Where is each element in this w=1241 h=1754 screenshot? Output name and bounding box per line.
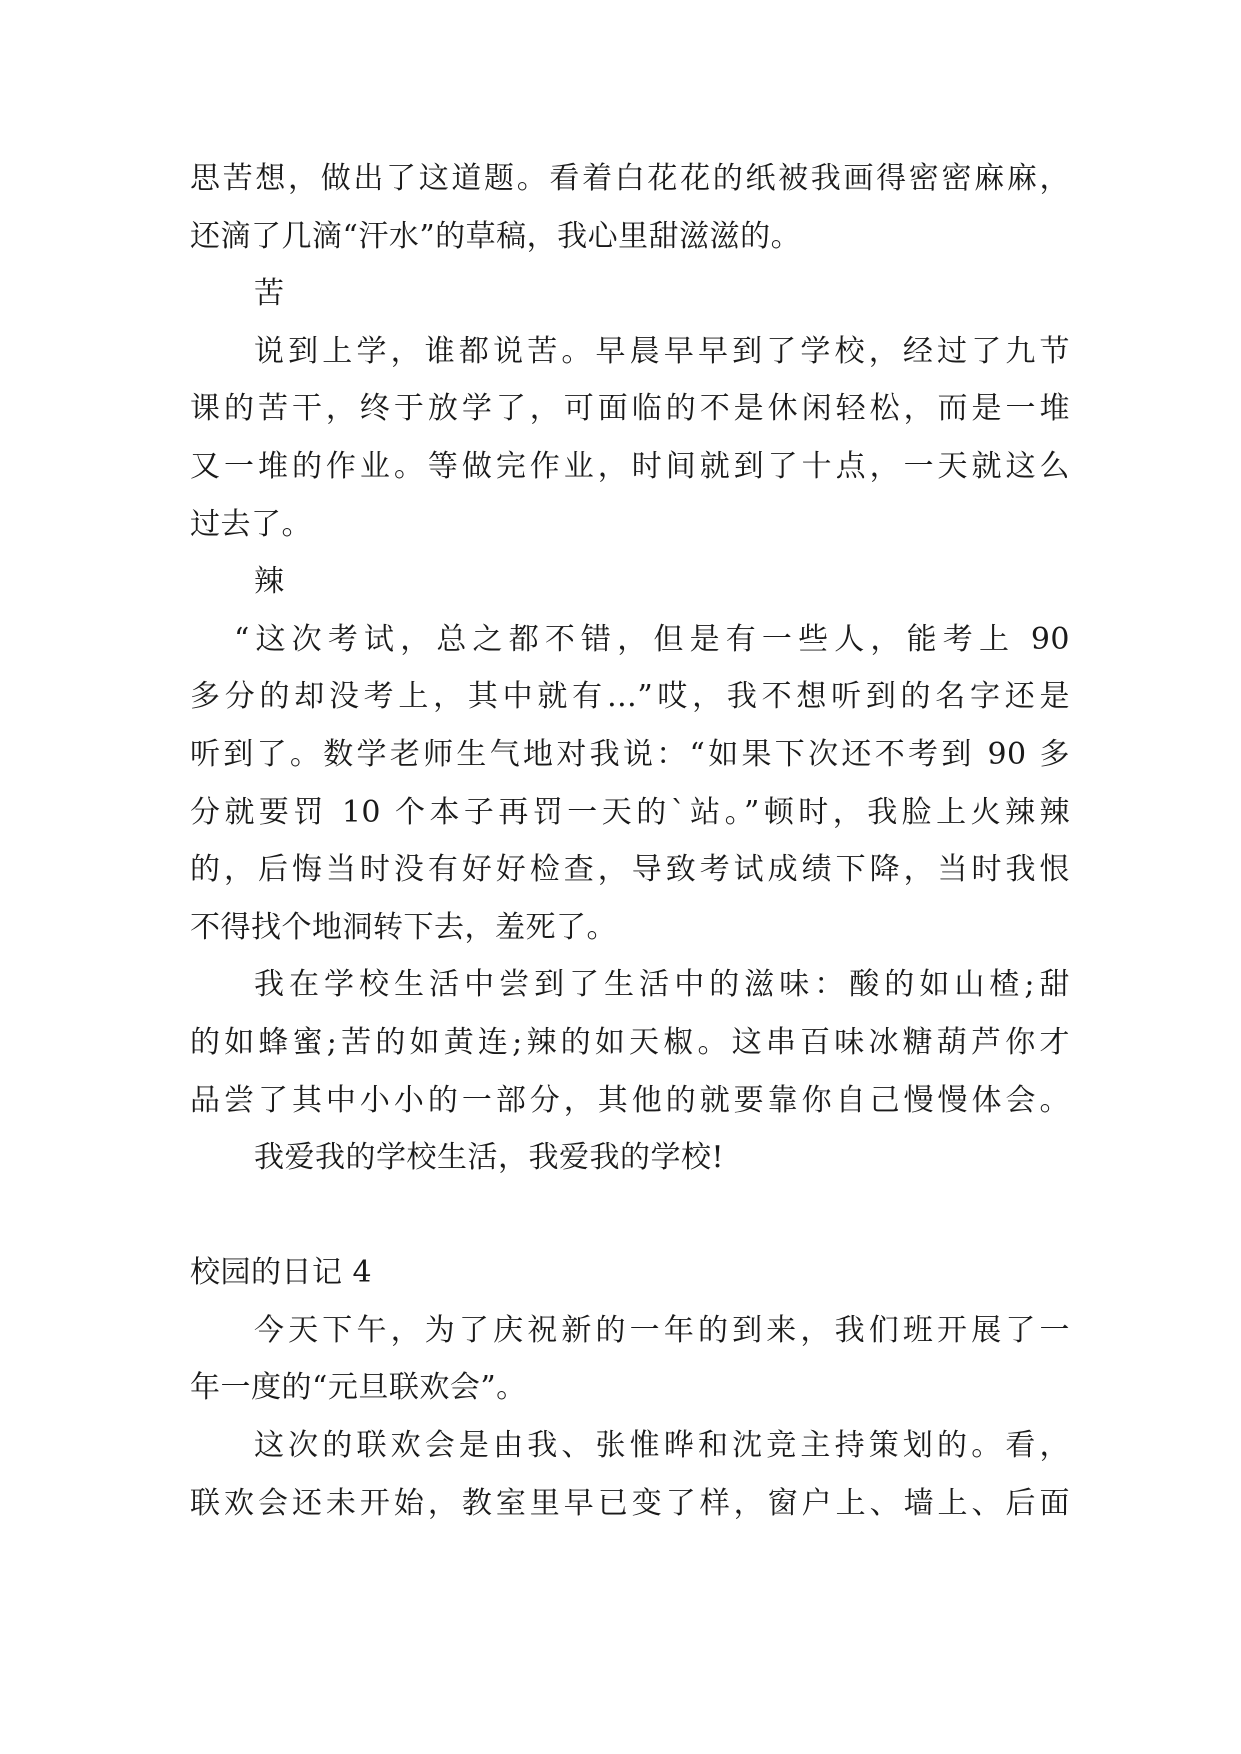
document-body — [190, 150, 1070, 1532]
text-line: 今天下午，为了庆祝新的一年的到来，我们班开展了一 — [254, 1312, 1070, 1348]
text-line: 分就要罚 10 个本子再罚一天的`站。”顿时，我脸上火辣辣 — [190, 794, 1070, 830]
spacer — [190, 1187, 1070, 1245]
entry-title: 校园的日记 4 — [190, 1255, 373, 1291]
text-line: 说到上学，谁都说苦。早晨早早到了学校，经过了九节 — [254, 333, 1070, 369]
text-line: 联欢会还未开始，教室里早已变了样，窗户上、墙上、后面 — [190, 1485, 1070, 1521]
section-heading: 辣 — [254, 564, 285, 600]
text-line: 还滴了几滴“汗水”的草稿，我心里甜滋滋的。 — [190, 218, 802, 254]
text-line: 品尝了其中小小的一部分，其他的就要靠你自己慢慢体会。 — [190, 1082, 1070, 1118]
text-line: 过去了。 — [190, 506, 312, 542]
text-line: 我爱我的学校生活，我爱我的学校! — [254, 1140, 725, 1176]
text-line: 又一堆的作业。等做完作业，时间就到了十点，一天就这么 — [190, 448, 1070, 484]
text-line: 这次的联欢会是由我、张惟晔和沈竞主持策划的。看， — [254, 1428, 1070, 1464]
text-line: 年一度的“元旦联欢会”。 — [190, 1370, 527, 1406]
text-line: 听到了。数学老师生气地对我说：“如果下次还不考到 90 多 — [190, 736, 1070, 772]
text-line: 的如蜂蜜;苦的如黄连;辣的如天椒。这串百味冰糖葫芦你才 — [190, 1024, 1070, 1060]
text-line: “这次考试，总之都不错，但是有一些人，能考上 90 — [234, 621, 1070, 657]
section-heading: 苦 — [254, 276, 285, 312]
text-line: 多分的却没考上，其中就有…”哎，我不想听到的名字还是 — [190, 679, 1070, 715]
text-line: 不得找个地洞转下去，羞死了。 — [190, 909, 617, 945]
text-line: 我在学校生活中尝到了生活中的滋味：酸的如山楂;甜 — [254, 967, 1070, 1003]
text-line: 的，后悔当时没有好好检查，导致考试成绩下降，当时我恨 — [190, 852, 1070, 888]
text-line: 思苦想，做出了这道题。看着白花花的纸被我画得密密麻麻， — [190, 161, 1070, 196]
text-line: 课的苦干，终于放学了，可面临的不是休闲轻松，而是一堆 — [190, 391, 1070, 427]
